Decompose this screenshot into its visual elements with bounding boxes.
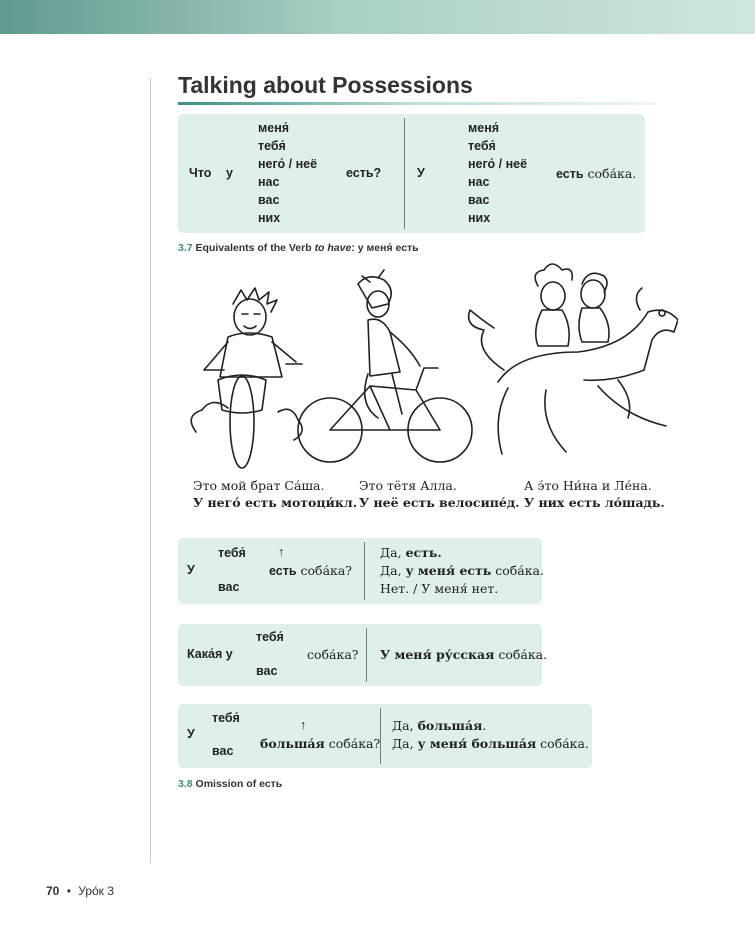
question-line bbox=[260, 736, 380, 751]
page-number: 70 bbox=[46, 884, 60, 898]
answer-2 bbox=[380, 563, 544, 578]
adjective: больша́я bbox=[260, 736, 325, 751]
right-noun: соба́ка. bbox=[587, 166, 637, 181]
lesson-label: Уро́к 3 bbox=[78, 884, 114, 898]
question-table-est bbox=[178, 538, 542, 604]
title-underline bbox=[178, 102, 656, 105]
illustration-caption-3-line1: А э́то Ни́на и Ле́на. bbox=[524, 478, 652, 493]
answer-2 bbox=[392, 736, 589, 751]
answer-3: Нет. / У меня́ нет. bbox=[380, 581, 499, 596]
pronoun: вас bbox=[218, 580, 240, 594]
left-preposition: у bbox=[226, 166, 233, 180]
possession-table bbox=[178, 114, 645, 233]
pronoun: меня́ bbox=[468, 121, 500, 135]
right-preposition: У bbox=[417, 166, 425, 180]
answer-plain: Да, bbox=[380, 545, 406, 560]
margin-rule bbox=[150, 78, 151, 863]
pronoun: тебя́ bbox=[258, 139, 286, 153]
column-divider bbox=[364, 542, 365, 600]
answer-end: . bbox=[482, 718, 487, 733]
answer-noun: соба́ка. bbox=[491, 563, 544, 578]
answer-noun: соба́ка. bbox=[536, 736, 589, 751]
preposition: У bbox=[187, 727, 195, 741]
answer-1 bbox=[380, 545, 442, 560]
right-est: есть bbox=[556, 167, 584, 181]
column-divider bbox=[404, 118, 405, 229]
illustration-caption-2-line1: Это тётя Алла. bbox=[359, 478, 457, 493]
pronoun: меня́ bbox=[258, 121, 290, 135]
right-answer bbox=[556, 166, 636, 181]
noun: соба́ка? bbox=[307, 647, 359, 662]
section-number: 3.8 bbox=[178, 778, 193, 790]
left-question-word: Что bbox=[189, 166, 212, 180]
footer-bullet: • bbox=[66, 884, 71, 898]
top-banner bbox=[0, 0, 755, 34]
question-line bbox=[269, 563, 352, 578]
pronoun: тебя́ bbox=[218, 546, 246, 560]
pronoun: нас bbox=[258, 175, 280, 189]
section-caption bbox=[178, 778, 282, 790]
illustration-caption-1-line2: У него́ есть мотоци́кл. bbox=[193, 495, 358, 510]
pronoun: вас bbox=[256, 664, 278, 678]
answer-bold: есть. bbox=[405, 545, 442, 560]
pronoun: него́ / неё bbox=[468, 157, 528, 171]
caption-text-b: : у меня́ есть bbox=[351, 242, 419, 254]
section-caption bbox=[178, 242, 419, 254]
pronoun: вас bbox=[468, 193, 490, 207]
motorcycle-rider-drawing bbox=[191, 288, 302, 468]
left-est: есть? bbox=[346, 166, 382, 180]
stress-arrow: ↑ bbox=[300, 718, 307, 732]
answer-plain: Да, bbox=[392, 718, 418, 733]
answer-bold: У меня́ ру́сская bbox=[380, 647, 495, 662]
answer-plain: Да, bbox=[380, 563, 406, 578]
preposition: У bbox=[187, 563, 195, 577]
answer-1 bbox=[392, 718, 486, 733]
answer-plain: Да, bbox=[392, 736, 418, 751]
column-divider bbox=[366, 628, 367, 682]
possession-illustration bbox=[178, 262, 678, 474]
est-word: есть bbox=[269, 564, 297, 578]
illustration-caption-1-line1: Это мой брат Са́ша. bbox=[193, 478, 325, 493]
bicycle-rider-drawing bbox=[298, 270, 472, 462]
pronoun: них bbox=[258, 211, 281, 225]
answer bbox=[380, 647, 547, 662]
section-number: 3.7 bbox=[178, 242, 193, 254]
noun: соба́ка? bbox=[300, 563, 353, 578]
pronoun: нас bbox=[468, 175, 490, 189]
caption-text-italic: to have bbox=[314, 242, 352, 254]
answer-bold: больша́я bbox=[417, 718, 483, 733]
answer-noun: соба́ка. bbox=[494, 647, 548, 662]
column-divider bbox=[380, 708, 381, 764]
caption-text: Omission of есть bbox=[195, 778, 283, 790]
pronoun: него́ / неё bbox=[258, 157, 318, 171]
answer-bold: у меня́ больша́я bbox=[417, 736, 537, 751]
question-table-kakaya bbox=[178, 624, 548, 686]
pronoun: тебя́ bbox=[468, 139, 496, 153]
noun: соба́ка? bbox=[324, 736, 381, 751]
pronoun: вас bbox=[258, 193, 280, 207]
pronoun: вас bbox=[212, 744, 234, 758]
stress-arrow: ↑ bbox=[278, 545, 285, 559]
illustration-caption-3-line2: У них есть ло́шадь. bbox=[524, 495, 665, 510]
question-table-bolshaya bbox=[178, 704, 592, 768]
horse-riders-drawing bbox=[469, 264, 678, 454]
pronoun: тебя́ bbox=[256, 630, 284, 644]
answer-bold: у меня́ есть bbox=[405, 563, 492, 578]
question-word: Кака́я у bbox=[187, 647, 233, 661]
page-footer bbox=[46, 884, 114, 898]
pronoun: тебя́ bbox=[212, 711, 240, 725]
page-title: Talking about Possessions bbox=[178, 72, 473, 98]
caption-text-a: Equivalents of the Verb bbox=[195, 242, 315, 254]
illustration-caption-2-line2: У неё есть велосипе́д. bbox=[359, 495, 520, 510]
pronoun: них bbox=[468, 211, 491, 225]
